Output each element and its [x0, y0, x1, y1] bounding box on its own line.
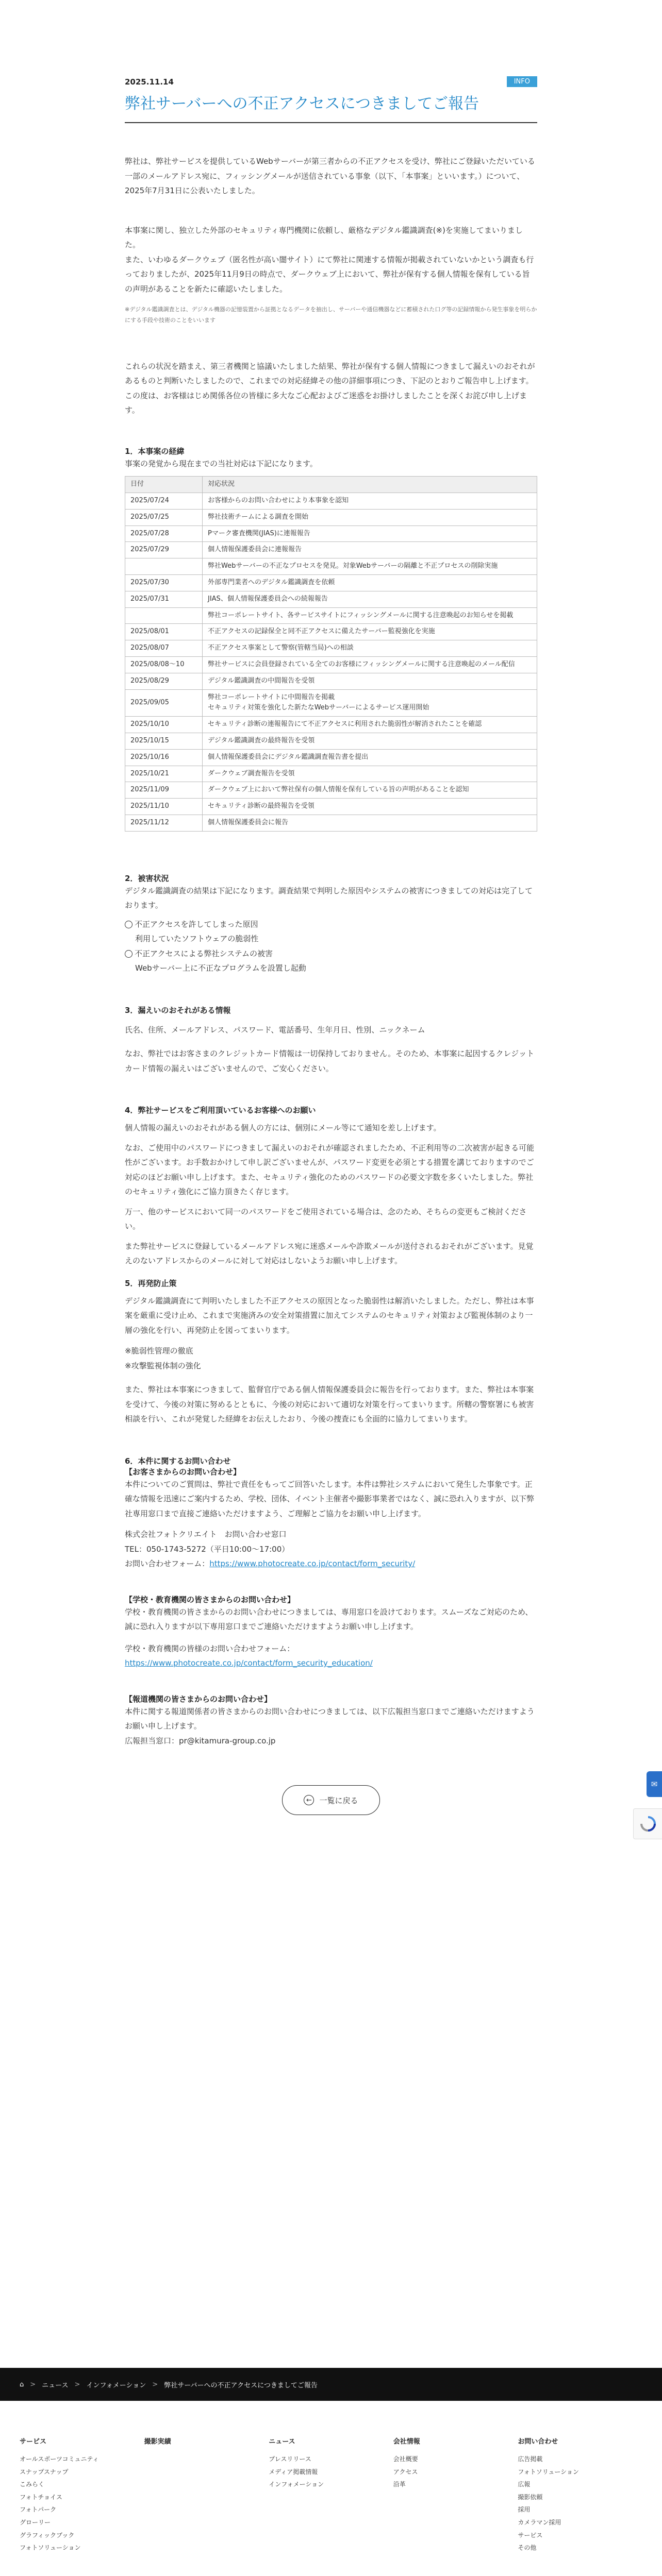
section4-paragraph: 万一、他のサービスにおいて同一のパスワードをご使用されている場合は、念のため、そちらの変更もご検討ください。 — [125, 1207, 527, 1231]
footer-column-title[interactable]: 会社情報 — [393, 2438, 420, 2446]
footer-column — [269, 2436, 393, 2554]
home-icon[interactable]: ⌂ — [20, 2380, 24, 2388]
footer-column — [20, 2436, 144, 2554]
section5-heading: 5．再発防止策 — [125, 1278, 177, 1288]
chevron-right-icon: > — [152, 2380, 158, 2388]
site-footer — [0, 2401, 662, 2576]
timeline-date: 2025/11/10 — [125, 799, 203, 815]
timeline-action: 不正アクセス事案として警察(管轄当局)への相談 — [203, 640, 537, 657]
credit-card-note: なお、弊社ではお客さまのクレジットカード情報は一切保持しておりません。そのため、本事案に起因するクレジットカード情報の漏えいはございませんので、ご安心ください。 — [125, 1049, 535, 1073]
timeline-date: 2025/10/16 — [125, 749, 203, 766]
timeline-row — [125, 733, 537, 750]
timeline-row — [125, 766, 537, 782]
category-badge: INFO — [507, 76, 537, 87]
section3-heading: 3．漏えいのおそれがある情報 — [125, 1005, 231, 1015]
footer-link[interactable]: その他 — [518, 2544, 537, 2552]
footer-link[interactable]: 採用 — [518, 2506, 531, 2514]
footer-link[interactable]: カメラマン採用 — [518, 2518, 561, 2526]
footer-link[interactable]: プレスリリース — [269, 2455, 311, 2463]
section5-paragraph: また、弊社は本事案につきまして、監督官庁である個人情報保護委員会に報告を行っております。また、弊社は本事案を受けて、今後の対策に努めるとともに、今後の対応において適切な対策を行ってまいります。所轄の警察署にも被害相談を行い、これが発覚した経緯をお伝えしたおり、今後の捜査にも全面的に協力してまいります。 — [125, 1385, 534, 1424]
footer-link[interactable]: こみらく — [20, 2481, 45, 2488]
timeline-action: 弊社技術チームによる調査を開始 — [203, 509, 537, 526]
back-button-wrap — [125, 1785, 537, 1815]
customer-inquiry-text: 本件についてのご質問は、弊社で責任をもってご回答いたします。本件は弊社システムにおいて発生した事象です。正確な情報を迅速にご案内するため、学校、団体、イベント主催者や撮影事業者ではなく、誠に恐れ入りますが、以下弊社専用窓口まで直接ご連絡いただけますよう、ご理解とご協力をお願い申し上げます。 — [125, 1479, 535, 1518]
footer-link[interactable]: スナップスナップ — [20, 2468, 69, 2476]
footer-column-title[interactable]: サービス — [20, 2438, 47, 2446]
school-inquiry-heading: 【学校・教育機関の皆さまからのお問い合わせ】 — [125, 1595, 295, 1604]
timeline-date: 2025/10/21 — [125, 766, 203, 782]
timeline-row — [125, 673, 537, 689]
damage-item — [125, 946, 537, 961]
section2-lead: デジタル鑑識調査の結果は下記になります。調査結果で判明した原因やシステムの被害につきましての対応は完了しております。 — [125, 886, 533, 910]
intro-paragraph: 弊社は、弊社サービスを提供しているWebサーバーが第三者からの不正アクセスを受け、弊社にご登録いただいている一部のメールアドレス宛に、フィッシングメールが送信されている事象（以下、「本事案」といいます。）について、2025年7月31日に公表いたしました。 — [125, 157, 535, 195]
timeline-action-header: 対応状況 — [203, 477, 537, 493]
timeline-row — [125, 782, 537, 799]
damage-item — [125, 917, 537, 932]
timeline-date: 2025/09/05 — [125, 689, 203, 717]
timeline-row — [125, 799, 537, 815]
footer-column — [393, 2436, 518, 2554]
article-meta — [125, 76, 537, 87]
timeline-action: セキュリティ診断の最終報告を受領 — [203, 799, 537, 815]
customer-inquiry-heading: 【お客さまからのお問い合わせ】 — [125, 1467, 241, 1477]
timeline-action: お客様からのお問い合わせにより本事象を認知 — [203, 493, 537, 510]
timeline-action: デジタル鑑識調査の最終報告を受領 — [203, 733, 537, 750]
arrow-left-icon: ← — [304, 1795, 314, 1805]
press-contact: 広報担当窓口：pr@kitamura-group.co.jp — [125, 1736, 276, 1745]
timeline-header-row — [125, 477, 537, 493]
back-to-list-button[interactable] — [282, 1785, 380, 1815]
timeline-action: 弊社コーポレートサイト、各サービスサイトにフィッシングメールに関する注意喚起のお知らせを掲載 — [203, 607, 537, 624]
contact-form-link[interactable]: https://www.photocreate.co.jp/contact/form_security/ — [209, 1559, 416, 1569]
footer-link[interactable]: サービス — [518, 2531, 543, 2539]
timeline-date: 2025/07/31 — [125, 591, 203, 607]
footnote: ※デジタル鑑識調査とは、デジタル機器の記憶装置から証拠となるデータを抽出し、サーバーや通信機器などに蓄積された口グ等の記録情報から発生事象を明らかにする手段や技術のことをいいます — [125, 306, 537, 324]
timeline-date: 2025/07/30 — [125, 575, 203, 591]
damage-item-label: 不正アクセスを許してしまった原因 — [135, 919, 258, 929]
darkweb-paragraph: また、いわゆるダークウェブ（匿名性が高い闇サイト）にて弊社に関連する情報が掲載されていないかという調査も行っておりましたが、2025年11月9日の時点で、ダークウェブ上において、弊社が保有する個人情報を保有している旨の声明があることを新たに確認いたしました。 — [125, 255, 534, 294]
timeline-date — [125, 558, 203, 575]
breadcrumb-current: 弊社サーバーへの不正アクセスにつきましてご報告 — [164, 2381, 318, 2389]
timeline-date: 2025/07/24 — [125, 493, 203, 510]
chevron-right-icon: > — [74, 2380, 80, 2388]
measure-item: ※攻撃監視体制の強化 — [125, 1361, 201, 1370]
timeline-date: 2025/08/29 — [125, 673, 203, 689]
footer-column — [518, 2436, 642, 2554]
timeline-row — [125, 575, 537, 591]
timeline-row — [125, 749, 537, 766]
press-inquiry-heading: 【報道機関の皆さまからのお問い合わせ】 — [125, 1694, 272, 1704]
footer-link[interactable]: フォトソリューション — [20, 2544, 81, 2552]
footer-link[interactable]: アクセス — [393, 2468, 418, 2476]
footer-column — [144, 2436, 269, 2554]
timeline-date: 2025/10/15 — [125, 733, 203, 750]
timeline-date: 2025/11/12 — [125, 815, 203, 832]
timeline-row — [125, 640, 537, 657]
timeline-date: 2025/08/07 — [125, 640, 203, 657]
timeline-row — [125, 717, 537, 733]
press-inquiry-text: 本件に関する報道関係者の皆さまからのお問い合わせにつきましては、以下広報担当窓口までご連絡いただけますようお願い申し上げます。 — [125, 1706, 535, 1731]
damage-list — [125, 917, 537, 976]
title-divider — [125, 122, 537, 123]
footer-link[interactable]: メディア掲載情報 — [269, 2468, 318, 2476]
article — [125, 0, 537, 1815]
timeline-action: 個人情報保護委員会に報告 — [203, 815, 537, 832]
back-to-list-label: 一覧に戻る — [319, 1795, 358, 1805]
timeline-row — [125, 526, 537, 542]
timeline-table — [125, 476, 537, 832]
circle-bullet-icon — [125, 921, 133, 928]
section6-heading: 6．本件に関するお問い合わせ — [125, 1456, 231, 1466]
timeline-date: 2025/07/25 — [125, 509, 203, 526]
timeline-body — [125, 493, 537, 832]
timeline-date: 2025/10/10 — [125, 717, 203, 733]
timeline-row — [125, 509, 537, 526]
breadcrumb-info[interactable]: インフォメーション — [86, 2381, 146, 2389]
damage-item-detail: Webサーバー上に不正なプログラムを設置し起動 — [135, 963, 306, 973]
recaptcha-icon — [639, 1815, 657, 1833]
timeline-date: 2025/11/09 — [125, 782, 203, 799]
timeline-row — [125, 624, 537, 640]
timeline-row — [125, 607, 537, 624]
timeline-date: 2025/07/28 — [125, 526, 203, 542]
timeline-action: 個人情報保護委員会にデジタル鑑識調査報告書を提出 — [203, 749, 537, 766]
timeline-row — [125, 493, 537, 510]
section1-lead: 事案の発覚から現在までの当社対応は下記になります。 — [125, 459, 318, 468]
school-inquiry-text: 学校・教育機関の皆さまからのお問い合わせにつきましては、専用窓口を設けております。スムーズなご対応のため、誠に恐れ入りますが以下専用窓口までご連絡いただけますようお願い申し上げます。 — [125, 1607, 533, 1632]
timeline-action: Pマーク審査機関(JIAS)に連報報告 — [203, 526, 537, 542]
mail-icon: ✉ — [651, 1780, 658, 1789]
section4-paragraph: また弊社サービスに登録しているメールアドレス宛に迷惑メールや詐欺メールが送付されるおそれがございます。見覚えのないアドレスからのメールに対して対応はしないようお願い申し上げます。 — [125, 1241, 534, 1266]
company-contact: 株式会社フォトクリエイト お問い合わせ窓口 — [125, 1530, 287, 1539]
timeline-date-header: 日付 — [125, 477, 203, 493]
chevron-right-icon: > — [30, 2380, 36, 2388]
damage-item-detail: 利用していたソフトウェアの脆弱性 — [135, 934, 259, 944]
timeline-action: 個人情報保護委員会に連報報告 — [203, 542, 537, 558]
damage-item-label: 不正アクセスによる弊社システムの被害 — [135, 948, 273, 958]
footer-column-title[interactable]: 撮影実績 — [144, 2438, 171, 2446]
section4-heading: 4．弊社サービスをご利用頂いているお客様へのお願い — [125, 1106, 316, 1115]
contact-form-label: お問い合わせフォーム： — [125, 1559, 210, 1569]
footer-link[interactable]: 沿革 — [393, 2481, 406, 2488]
footer-link[interactable]: グラフィックブック — [20, 2531, 75, 2539]
school-form-link[interactable]: https://www.photocreate.co.jp/contact/form_security_education/ — [125, 1658, 373, 1668]
footer-link[interactable]: フォトソリューション — [518, 2468, 579, 2476]
footer-link[interactable]: 広告掲載 — [518, 2455, 543, 2463]
measure-item: ※脆弱性管理の徹底 — [125, 1346, 193, 1356]
side-contact-button[interactable] — [647, 1771, 662, 1797]
apology-paragraph: この度は、お客様はじめ関係各位の皆様に多大なご心配およびご迷惑をお掛けしましたことを深くお詫び申し上げます。 — [125, 391, 527, 415]
timeline-row — [125, 542, 537, 558]
school-form-label: 学校・教育機関の皆様のお問い合わせフォーム： — [125, 1643, 295, 1653]
footer-column-title[interactable]: お問い合わせ — [518, 2438, 558, 2446]
timeline-row — [125, 689, 537, 717]
timeline-date: 2025/08/08〜10 — [125, 657, 203, 673]
timeline-action: デジタル鑑識調査の中間報告を受領 — [203, 673, 537, 689]
timeline-action: 弊社サービスに会員登録されている全てのお客様にフィッシングメールに関する注意喚起のメール配信 — [203, 657, 537, 673]
section1-heading: 1．本事案の経緯 — [125, 446, 185, 456]
footer-columns — [20, 2436, 642, 2554]
section4-paragraph: なお、ご使用中のパスワードにつきまして漏えいのおそれが確認されましたため、不正利用等の二次被害が起きる可能性がございます。お手数おかけして申し訳ございませんが、パスワード変更を必須とする措置を講じておりますのでご対応のほどお願い申し上げます。また、セキュリティ強化のためのパスワードの必要文字数を多くいたしました。弊社のセキュリティ強化にご協力頂きたく存じます。 — [125, 1143, 535, 1197]
recaptcha-badge[interactable] — [633, 1808, 662, 1839]
footer-link[interactable]: フォトパーク — [20, 2506, 57, 2514]
timeline-action: 外部専門業者へのデジタル鑑識調査を依頼 — [203, 575, 537, 591]
timeline-action: セキュリティ診断の連報報告にて不正アクセスに利用された脆弱性が解消されたことを確認 — [203, 717, 537, 733]
footer-link[interactable]: オールスポーツコミュニティ — [20, 2455, 99, 2463]
footer-link[interactable]: フォトチョイス — [20, 2493, 62, 2501]
timeline-action: JIAS、個人情報保護委員会への続報報告 — [203, 591, 537, 607]
footer-link[interactable]: グローリー — [20, 2518, 51, 2526]
investigation-paragraph: 本事案に関し、独立した外部のセキュリティ専門機関に依頼し、厳格なデジタル鑑識調査(※)を実施してまいりました。 — [125, 225, 523, 249]
footer-link[interactable]: 広報 — [518, 2481, 531, 2488]
breadcrumb — [0, 2368, 662, 2401]
timeline-row — [125, 815, 537, 832]
section5-paragraph: デジタル鑑識調査にて判明いたしました不正アクセスの原因となった脆弱性は解消いたしました。ただし、弊社は本事案を厳重に受け止め、これまで実施済みの安全対策措置に加えてシステムのセキュリティ対策および監視体制のより一層の強化を行い、再発防止を図ってまいります。 — [125, 1296, 534, 1335]
page-title: 弊社サーバーへの不正アクセスにつきましてご報告 — [125, 95, 479, 113]
timeline-row — [125, 558, 537, 575]
circle-bullet-icon — [125, 950, 133, 958]
timeline-action: 弊社コーポレートサイトに中間報告を掲載 セキュリティ対策を強化した新たなWebサーバーによるサービス運用開始 — [203, 689, 537, 717]
timeline-date — [125, 607, 203, 624]
footer-column-title[interactable]: ニュース — [269, 2438, 295, 2446]
timeline-action: 弊社Webサーバーの不正なプロセスを発見。対象Webサーバーの隔離と不正プロセスの削除実施 — [203, 558, 537, 575]
timeline-action: 不正アクセスの記録保全と同不正アクセスに備えたサーバー監視強化を実施 — [203, 624, 537, 640]
section2-heading: 2．被害状況 — [125, 873, 169, 883]
article-date: 2025.11.14 — [125, 77, 174, 87]
footer-link[interactable]: 撮影依頼 — [518, 2493, 543, 2501]
timeline-action: ダークウェブ上において弊社保有の個人情報を保有している旨の声明があることを認知 — [203, 782, 537, 799]
breadcrumb-news[interactable]: ニュース — [42, 2381, 69, 2389]
timeline-date: 2025/08/01 — [125, 624, 203, 640]
contact-form-line — [125, 1556, 537, 1571]
footer-link[interactable]: 会社概要 — [393, 2455, 418, 2463]
judgment-paragraph: これらの状況を踏まえ、第三者機関と協議いたしました結果、弊社が保有する個人情報につきまして漏えいのおそれがあるものと判断いたしましたので、これまでの対応経緯その他の詳細事項につき、下記のとおりご報告申し上げます。 — [125, 361, 535, 386]
footer-link[interactable]: インフォメーション — [269, 2481, 324, 2488]
section4-paragraph: 個人情報の漏えいのおそれがある個人の方には、個別にメール等にて通知を差し上げます。 — [125, 1123, 441, 1133]
timeline-action: ダークウェブ調査報告を受領 — [203, 766, 537, 782]
leaked-info-list: 氏名、住所、メールアドレス、パスワード、電話番号、生年月日、性別、ニックネーム — [125, 1025, 425, 1035]
timeline-row — [125, 657, 537, 673]
contact-tel: TEL：050-1743-5272（平日10:00〜17:00） — [125, 1544, 290, 1554]
timeline-date: 2025/07/29 — [125, 542, 203, 558]
timeline-row — [125, 591, 537, 607]
